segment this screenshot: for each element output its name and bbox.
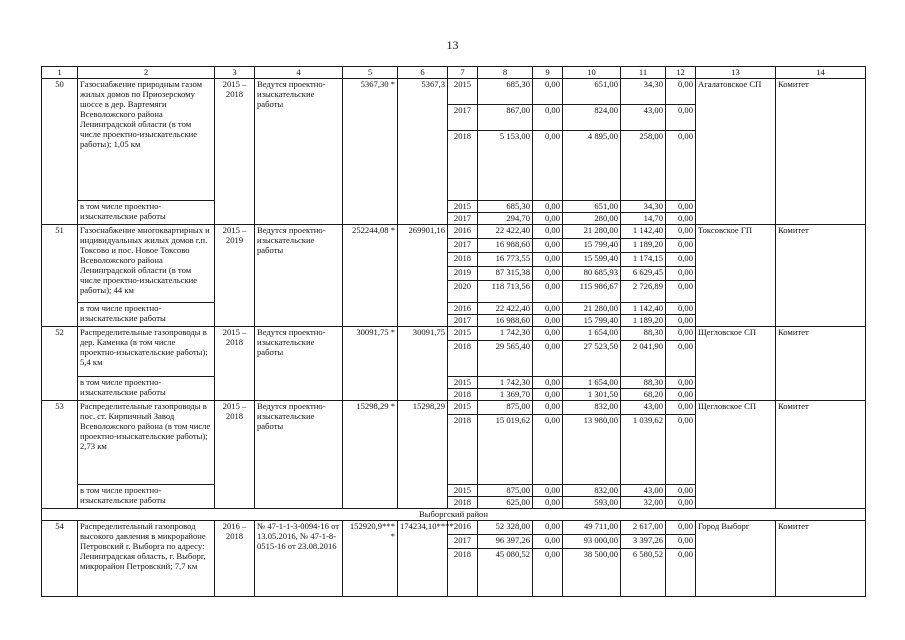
year-cell: 2018 bbox=[448, 389, 478, 401]
amount-cell: 0,00 bbox=[666, 415, 696, 485]
estimated-cost: 174234,10**** bbox=[398, 521, 448, 597]
amount-cell: 15 599,40 bbox=[563, 253, 621, 267]
amount-cell: 1 301,50 bbox=[563, 389, 621, 401]
amount-cell: 45 080,52 bbox=[478, 549, 533, 597]
amount-cell: 0,00 bbox=[533, 79, 563, 105]
amount-cell: 0,00 bbox=[666, 213, 696, 225]
object-name: Распределительные газопроводы в дер. Каменка (в том числе проектно-изыскательские работы); 5,4 км bbox=[78, 327, 215, 377]
total-cost: 30091,75 * bbox=[343, 327, 398, 401]
year-cell: 2015 bbox=[448, 485, 478, 497]
amount-cell: 1 142,40 bbox=[621, 303, 666, 315]
column-number: 7 bbox=[448, 67, 478, 79]
subtotal-label: в том числе проектно-изыскательские работы bbox=[78, 201, 215, 225]
amount-cell: 1 369,70 bbox=[478, 389, 533, 401]
amount-cell: 0,00 bbox=[666, 267, 696, 281]
amount-cell: 832,00 bbox=[563, 401, 621, 415]
column-number: 8 bbox=[478, 67, 533, 79]
column-number-row bbox=[42, 67, 866, 79]
year-cell: 2018 bbox=[448, 415, 478, 485]
amount-cell: 0,00 bbox=[666, 341, 696, 377]
column-number: 2 bbox=[78, 67, 215, 79]
year-cell: 2015 bbox=[448, 201, 478, 213]
amount-cell: 0,00 bbox=[666, 105, 696, 131]
project-status: Ведутся проектно-изыскательские работы bbox=[255, 401, 343, 509]
amount-cell: 52 328,00 bbox=[478, 521, 533, 535]
amount-cell: 593,00 bbox=[563, 497, 621, 509]
object-name: Газоснабжение многоквартирных и индивидуальных жилых домов г.п. Токсово и пос. Новое Токсово Всеволожского района Ленинградской области (в том числе проектно-изыскательские работы); 44 км bbox=[78, 225, 215, 303]
customer: Комитет bbox=[776, 521, 866, 597]
column-number: 1 bbox=[42, 67, 78, 79]
amount-cell: 15 799,40 bbox=[563, 315, 621, 327]
amount-cell: 875,00 bbox=[478, 401, 533, 415]
amount-cell: 0,00 bbox=[666, 327, 696, 341]
amount-cell: 0,00 bbox=[533, 327, 563, 341]
amount-cell: 294,70 bbox=[478, 213, 533, 225]
table-row bbox=[42, 521, 866, 535]
amount-cell: 832,00 bbox=[563, 485, 621, 497]
amount-cell: 80 685,93 bbox=[563, 267, 621, 281]
amount-cell: 0,00 bbox=[666, 485, 696, 497]
amount-cell: 2 726,89 bbox=[621, 281, 666, 303]
amount-cell: 2 617,00 bbox=[621, 521, 666, 535]
amount-cell: 29 565,40 bbox=[478, 341, 533, 377]
amount-cell: 2 041,90 bbox=[621, 341, 666, 377]
period: 2015 – 2019 bbox=[215, 225, 255, 327]
amount-cell: 0,00 bbox=[533, 281, 563, 303]
amount-cell: 0,00 bbox=[533, 549, 563, 597]
year-cell: 2017 bbox=[448, 535, 478, 549]
gasification-program-table bbox=[41, 66, 866, 597]
amount-cell: 0,00 bbox=[533, 341, 563, 377]
amount-cell: 15 019,62 bbox=[478, 415, 533, 485]
amount-cell: 685,30 bbox=[478, 201, 533, 213]
amount-cell: 0,00 bbox=[533, 105, 563, 131]
amount-cell: 651,00 bbox=[563, 201, 621, 213]
table-row bbox=[42, 225, 866, 239]
year-cell: 2015 bbox=[448, 401, 478, 415]
municipality: Щегловское СП bbox=[696, 327, 776, 401]
column-number: 11 bbox=[621, 67, 666, 79]
amount-cell: 22 422,40 bbox=[478, 303, 533, 315]
column-number: 9 bbox=[533, 67, 563, 79]
year-cell: 2017 bbox=[448, 239, 478, 253]
estimated-cost: 269901,16 bbox=[398, 225, 448, 327]
entry-number: 54 bbox=[42, 521, 78, 597]
amount-cell: 32,00 bbox=[621, 497, 666, 509]
year-cell: 2018 bbox=[448, 131, 478, 201]
amount-cell: 0,00 bbox=[666, 377, 696, 389]
municipality: Агалатовское СП bbox=[696, 79, 776, 225]
amount-cell: 280,00 bbox=[563, 213, 621, 225]
year-cell: 2017 bbox=[448, 105, 478, 131]
customer: Комитет bbox=[776, 225, 866, 327]
amount-cell: 1 742,30 bbox=[478, 377, 533, 389]
object-name: Распределительный газопровод высокого давления в микрорайоне Петровский г. Выборга по адресу: Ленинградская область, г. Выборг, микрорайон Петровский; 7,7 км bbox=[78, 521, 215, 597]
year-cell: 2015 bbox=[448, 327, 478, 341]
period: 2015 – 2018 bbox=[215, 327, 255, 401]
amount-cell: 16 988,60 bbox=[478, 239, 533, 253]
entry-number: 52 bbox=[42, 327, 78, 401]
amount-cell: 0,00 bbox=[533, 213, 563, 225]
object-name: Газоснабжение природным газом жилых домов по Приозерскому шоссе в дер. Вартемяги Всеволожского района Ленинградской области (в том числе проектно-изыскательские работы); 1,05 км bbox=[78, 79, 215, 201]
entry-number: 50 bbox=[42, 79, 78, 225]
estimated-cost: 30091,75 bbox=[398, 327, 448, 401]
customer: Комитет bbox=[776, 79, 866, 225]
municipality: Город Выборг bbox=[696, 521, 776, 597]
year-cell: 2018 bbox=[448, 497, 478, 509]
amount-cell: 0,00 bbox=[533, 521, 563, 535]
region-row bbox=[42, 509, 866, 521]
column-number: 10 bbox=[563, 67, 621, 79]
municipality: Токсовское ГП bbox=[696, 225, 776, 327]
column-number: 5 bbox=[343, 67, 398, 79]
subtotal-label: в том числе проектно-изыскательские работы bbox=[78, 303, 215, 327]
amount-cell: 16 988,60 bbox=[478, 315, 533, 327]
amount-cell: 0,00 bbox=[666, 239, 696, 253]
column-number: 12 bbox=[666, 67, 696, 79]
subtotal-label: в том числе проектно-изыскательские работы bbox=[78, 485, 215, 509]
column-number: 13 bbox=[696, 67, 776, 79]
amount-cell: 0,00 bbox=[533, 497, 563, 509]
amount-cell: 0,00 bbox=[666, 549, 696, 597]
amount-cell: 0,00 bbox=[533, 303, 563, 315]
project-status: Ведутся проектно-изыскательские работы bbox=[255, 327, 343, 401]
amount-cell: 93 000,00 bbox=[563, 535, 621, 549]
amount-cell: 0,00 bbox=[533, 485, 563, 497]
table-row bbox=[42, 401, 866, 415]
amount-cell: 14,70 bbox=[621, 213, 666, 225]
amount-cell: 3 397,26 bbox=[621, 535, 666, 549]
amount-cell: 0,00 bbox=[533, 377, 563, 389]
amount-cell: 0,00 bbox=[533, 225, 563, 239]
amount-cell: 0,00 bbox=[533, 239, 563, 253]
amount-cell: 68,20 bbox=[621, 389, 666, 401]
period: 2015 – 2018 bbox=[215, 79, 255, 225]
amount-cell: 0,00 bbox=[666, 79, 696, 105]
region-heading: Выборгский район bbox=[42, 509, 866, 521]
total-cost: 15298,29 * bbox=[343, 401, 398, 509]
amount-cell: 115 986,67 bbox=[563, 281, 621, 303]
amount-cell: 625,00 bbox=[478, 497, 533, 509]
amount-cell: 0,00 bbox=[666, 535, 696, 549]
amount-cell: 6 580,52 bbox=[621, 549, 666, 597]
amount-cell: 27 523,50 bbox=[563, 341, 621, 377]
amount-cell: 15 799,40 bbox=[563, 239, 621, 253]
amount-cell: 875,00 bbox=[478, 485, 533, 497]
amount-cell: 43,00 bbox=[621, 401, 666, 415]
column-number: 4 bbox=[255, 67, 343, 79]
amount-cell: 49 711,00 bbox=[563, 521, 621, 535]
amount-cell: 0,00 bbox=[666, 389, 696, 401]
project-status: Ведутся проектно-изыскательские работы bbox=[255, 225, 343, 327]
period: 2016 – 2018 bbox=[215, 521, 255, 597]
amount-cell: 22 422,40 bbox=[478, 225, 533, 239]
amount-cell: 87 315,38 bbox=[478, 267, 533, 281]
amount-cell: 1 654,00 bbox=[563, 377, 621, 389]
amount-cell: 88,30 bbox=[621, 377, 666, 389]
project-status: Ведутся проектно-изыскательские работы bbox=[255, 79, 343, 225]
amount-cell: 651,00 bbox=[563, 79, 621, 105]
amount-cell: 0,00 bbox=[666, 131, 696, 201]
page-number: 13 bbox=[446, 38, 459, 52]
amount-cell: 0,00 bbox=[533, 267, 563, 281]
amount-cell: 0,00 bbox=[533, 415, 563, 485]
amount-cell: 0,00 bbox=[666, 497, 696, 509]
entry-number: 51 bbox=[42, 225, 78, 327]
project-status: № 47-1-1-3-0094-16 от 13.05.2016, № 47-1-8-0515-16 от 23.08.2016 bbox=[255, 521, 343, 597]
amount-cell: 1 654,00 bbox=[563, 327, 621, 341]
amount-cell: 118 713,56 bbox=[478, 281, 533, 303]
table-row bbox=[42, 327, 866, 341]
amount-cell: 0,00 bbox=[666, 303, 696, 315]
amount-cell: 0,00 bbox=[666, 521, 696, 535]
year-cell: 2016 bbox=[448, 303, 478, 315]
year-cell: 2018 bbox=[448, 253, 478, 267]
amount-cell: 0,00 bbox=[666, 201, 696, 213]
amount-cell: 1 174,15 bbox=[621, 253, 666, 267]
amount-cell: 0,00 bbox=[533, 253, 563, 267]
amount-cell: 1 189,20 bbox=[621, 239, 666, 253]
period: 2015 – 2018 bbox=[215, 401, 255, 509]
amount-cell: 1 142,40 bbox=[621, 225, 666, 239]
year-cell: 2017 bbox=[448, 315, 478, 327]
column-number: 14 bbox=[776, 67, 866, 79]
year-cell: 2018 bbox=[448, 549, 478, 597]
amount-cell: 1 189,20 bbox=[621, 315, 666, 327]
year-cell: 2015 bbox=[448, 377, 478, 389]
estimated-cost: 15298,29 bbox=[398, 401, 448, 509]
amount-cell: 5 153,00 bbox=[478, 131, 533, 201]
amount-cell: 43,00 bbox=[621, 105, 666, 131]
amount-cell: 34,30 bbox=[621, 201, 666, 213]
amount-cell: 38 500,00 bbox=[563, 549, 621, 597]
amount-cell: 0,00 bbox=[666, 253, 696, 267]
year-cell: 2016 bbox=[448, 225, 478, 239]
amount-cell: 34,30 bbox=[621, 79, 666, 105]
year-cell: 2019 bbox=[448, 267, 478, 281]
amount-cell: 685,30 bbox=[478, 79, 533, 105]
object-name: Распределительные газопроводы в пос. ст. Кирпичный Завод Всеволожского района (в том числе проектно-изыскательские работы); 2,73 км bbox=[78, 401, 215, 485]
amount-cell: 0,00 bbox=[533, 201, 563, 213]
entry-number: 53 bbox=[42, 401, 78, 509]
year-cell: 2017 bbox=[448, 213, 478, 225]
total-cost: 252244,08 * bbox=[343, 225, 398, 327]
amount-cell: 21 280,00 bbox=[563, 225, 621, 239]
amount-cell: 0,00 bbox=[533, 131, 563, 201]
year-cell: 2015 bbox=[448, 79, 478, 105]
amount-cell: 21 280,00 bbox=[563, 303, 621, 315]
amount-cell: 0,00 bbox=[666, 315, 696, 327]
amount-cell: 258,00 bbox=[621, 131, 666, 201]
amount-cell: 824,00 bbox=[563, 105, 621, 131]
amount-cell: 0,00 bbox=[533, 535, 563, 549]
estimated-cost: 5367,3 bbox=[398, 79, 448, 225]
subtotal-label: в том числе проектно-изыскательские работы bbox=[78, 377, 215, 401]
amount-cell: 0,00 bbox=[533, 389, 563, 401]
amount-cell: 88,30 bbox=[621, 327, 666, 341]
amount-cell: 1 039,62 bbox=[621, 415, 666, 485]
year-cell: 2016 bbox=[448, 521, 478, 535]
column-number: 3 bbox=[215, 67, 255, 79]
amount-cell: 0,00 bbox=[533, 401, 563, 415]
customer: Комитет bbox=[776, 327, 866, 401]
amount-cell: 0,00 bbox=[533, 315, 563, 327]
amount-cell: 4 895,00 bbox=[563, 131, 621, 201]
amount-cell: 0,00 bbox=[666, 225, 696, 239]
amount-cell: 867,00 bbox=[478, 105, 533, 131]
amount-cell: 96 397,26 bbox=[478, 535, 533, 549]
amount-cell: 0,00 bbox=[666, 401, 696, 415]
amount-cell: 6 629,45 bbox=[621, 267, 666, 281]
customer: Комитет bbox=[776, 401, 866, 509]
amount-cell: 0,00 bbox=[666, 281, 696, 303]
total-cost: 5367,30 * bbox=[343, 79, 398, 225]
amount-cell: 43,00 bbox=[621, 485, 666, 497]
table-row bbox=[42, 79, 866, 105]
amount-cell: 13 980,00 bbox=[563, 415, 621, 485]
total-cost: 152920,9*** * bbox=[343, 521, 398, 597]
amount-cell: 1 742,30 bbox=[478, 327, 533, 341]
year-cell: 2018 bbox=[448, 341, 478, 377]
municipality: Щегловское СП bbox=[696, 401, 776, 509]
column-number: 6 bbox=[398, 67, 448, 79]
amount-cell: 16 773,55 bbox=[478, 253, 533, 267]
year-cell: 2020 bbox=[448, 281, 478, 303]
